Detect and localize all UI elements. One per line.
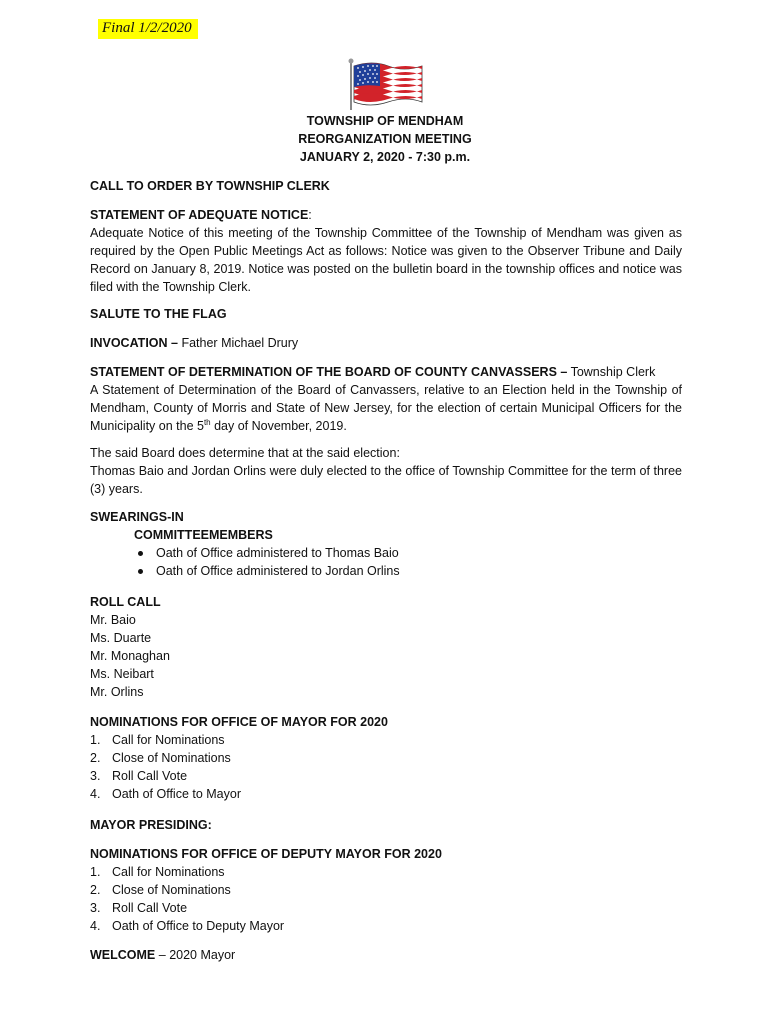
elected-text: Thomas Baio and Jordan Orlins were duly elected to the office of Township Committee for the term of three (3) years. xyxy=(90,464,682,496)
deputy-nominations-heading: NOMINATIONS FOR OFFICE OF DEPUTY MAYOR FOR 2020 xyxy=(90,847,442,861)
step-text: Roll Call Vote xyxy=(112,901,188,915)
invocation-label: INVOCATION – xyxy=(90,336,178,350)
step-number: 3. xyxy=(90,901,101,915)
invocation-line xyxy=(90,334,682,352)
list-item: Oath of Office administered to Jordan Orlins xyxy=(134,562,682,580)
step-text: Oath of Office to Deputy Mayor xyxy=(112,919,285,933)
list-item: Mr. Orlins xyxy=(90,685,144,699)
welcome-value: – 2020 Mayor xyxy=(158,948,236,962)
list-item: Mr. Baio xyxy=(90,613,136,627)
list-item xyxy=(90,785,682,803)
adequate-notice-heading: STATEMENT OF ADEQUATE NOTICE xyxy=(90,208,309,222)
list-item: Oath of Office administered to Thomas Baio xyxy=(134,544,682,562)
step-number: 1. xyxy=(90,733,101,747)
board-determination-line: The said Board does determine that at the said election: xyxy=(90,446,400,460)
mayor-nominations-section xyxy=(90,713,682,803)
canvassers-heading-suffix: Township Clerk xyxy=(570,365,656,379)
call-to-order-heading: CALL TO ORDER BY TOWNSHIP CLERK xyxy=(90,179,330,193)
final-draft-stamp: Final 1/2/2020 xyxy=(98,19,198,39)
step-number: 3. xyxy=(90,769,101,783)
mayor-steps-list xyxy=(90,731,682,803)
deputy-steps-list xyxy=(90,863,682,935)
step-number: 1. xyxy=(90,865,101,879)
list-item: Mr. Monaghan xyxy=(90,649,170,663)
canvassers-text-b: day of November, 2019. xyxy=(210,419,347,433)
adequate-notice-text: Adequate Notice of this meeting of the Township Committee of the Township of Mendham was given as required by the Open Public Meetings Act as follows: Notice was given to the Observer Tribune and Daily Record on January 8, 2019. Notice was posted on the bulletin board in the township offices and notice was filed with the Township Clerk. xyxy=(90,226,682,294)
step-text: Close of Nominations xyxy=(112,751,231,765)
swearings-in-section xyxy=(90,508,682,580)
step-text: Call for Nominations xyxy=(112,733,225,747)
step-number: 2. xyxy=(90,883,101,897)
canvassers-text-a: A Statement of Determination of the Board of Canvassers, relative to an Election held in the Township of Mendham, County of Morris and State of New Jersey, for the election of certain Municipal Officers for the Municipality on the 5 xyxy=(90,383,682,433)
salute-heading: SALUTE TO THE FLAG xyxy=(90,307,227,321)
township-name: TOWNSHIP OF MENDHAM xyxy=(306,114,464,128)
meeting-type: REORGANIZATION MEETING xyxy=(298,132,472,146)
invocation-value: Father Michael Drury xyxy=(181,336,299,350)
step-number: 4. xyxy=(90,919,101,933)
mayor-presiding-heading: MAYOR PRESIDING: xyxy=(90,818,212,832)
list-item xyxy=(90,863,682,881)
welcome-line xyxy=(90,946,682,964)
step-text: Roll Call Vote xyxy=(112,769,188,783)
canvassers-sup: th xyxy=(203,417,211,427)
list-item xyxy=(90,749,682,767)
roll-call-heading: ROLL CALL xyxy=(90,595,161,609)
list-item xyxy=(90,881,682,899)
canvassers-statement xyxy=(90,381,682,435)
adequate-notice-section xyxy=(90,206,682,296)
mayor-nominations-heading: NOMINATIONS FOR OFFICE OF MAYOR FOR 2020 xyxy=(90,715,388,729)
list-item xyxy=(90,899,682,917)
list-item: Ms. Duarte xyxy=(90,631,152,645)
american-flag-icon xyxy=(346,58,424,110)
step-text: Oath of Office to Mayor xyxy=(112,787,241,801)
meeting-date: JANUARY 2, 2020 - 7:30 p.m. xyxy=(299,150,471,164)
welcome-label: WELCOME xyxy=(90,948,156,962)
list-item xyxy=(90,767,682,785)
step-text: Call for Nominations xyxy=(112,865,225,879)
step-number: 4. xyxy=(90,787,101,801)
canvassers-section xyxy=(90,363,682,498)
step-number: 2. xyxy=(90,751,101,765)
adequate-notice-colon: : xyxy=(308,208,312,222)
oath-list xyxy=(90,544,682,580)
committeemembers-subheading: COMMITTEEMEMBERS xyxy=(134,528,273,542)
roll-call-section xyxy=(90,593,682,701)
canvassers-heading: STATEMENT OF DETERMINATION OF THE BOARD OF COUNTY CANVASSERS – xyxy=(90,365,568,379)
meeting-title-block xyxy=(0,112,770,166)
deputy-nominations-section xyxy=(90,845,682,935)
list-item: Ms. Neibart xyxy=(90,667,154,681)
list-item xyxy=(90,917,682,935)
list-item xyxy=(90,731,682,749)
swearings-heading: SWEARINGS-IN xyxy=(90,510,184,524)
step-text: Close of Nominations xyxy=(112,883,231,897)
